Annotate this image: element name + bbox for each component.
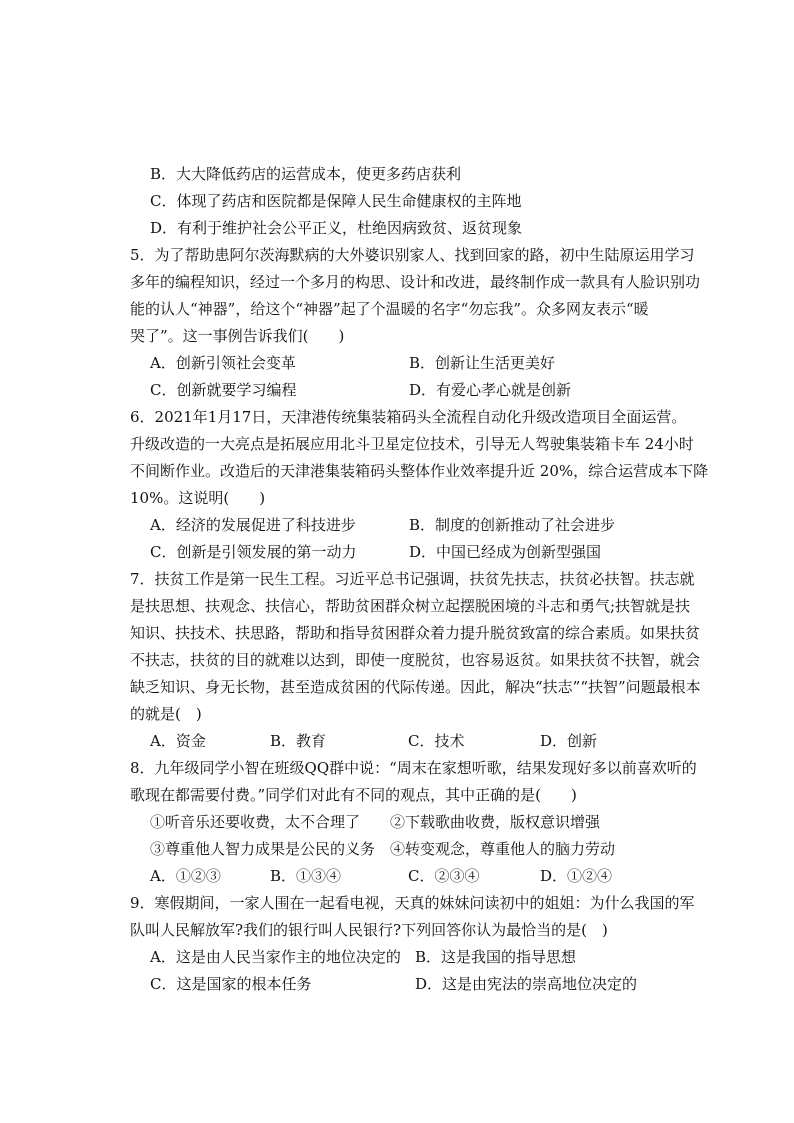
q6-option-c: C．创新是引领发展的第一动力 (150, 543, 357, 561)
q7-option-a: A．资金 (150, 732, 206, 750)
q7-stem-line: 是扶思想、扶观念、扶信心，帮助贫困群众树立起摆脱困境的斗志和勇气;扶智就是扶 (130, 597, 691, 615)
q4-option-b: B．大大降低药店的运营成本，使更多药店获利 (150, 165, 462, 183)
q6-option-a: A．经济的发展促进了科技进步 (150, 516, 356, 534)
q4-option-c: C．体现了药店和医院都是保障人民生命健康权的主阵地 (150, 192, 522, 210)
q5-stem-line: 哭了”。这一事例告诉我们( ) (130, 327, 345, 345)
q7-stem-line: 7．扶贫工作是第一民生工程。习近平总书记强调，扶贫先扶志，扶贫必扶智。扶志就 (130, 570, 695, 588)
q7-stem-line: 知识、扶技术、扶思路，帮助和指导贫困群众着力提升脱贫致富的综合素质。如果扶贫 (130, 624, 701, 642)
q8-item-3: ③尊重他人智力成果是公民的义务 (150, 840, 376, 858)
q5-stem-line: 多年的编程知识，经过一个多月的构思、设计和改进，最终制作成一款具有人脸识别功 (130, 273, 701, 291)
q7-option-c: C．技术 (408, 732, 465, 750)
q8-option-a: A．①②③ (150, 867, 221, 885)
q5-stem-line: 5．为了帮助患阿尔茨海默病的大外婆识别家人、找到回家的路，初中生陆原运用学习 (130, 246, 695, 264)
q8-option-b: B．①③④ (270, 867, 342, 885)
q7-option-d: D．创新 (540, 732, 598, 750)
q6-stem-line: 10%。这说明( ) (130, 489, 266, 507)
q6-stem-line: 升级改造的一大亮点是拓展应用北斗卫星定位技术，引导无人驾驶集装箱卡车 24小时 (130, 435, 694, 453)
q8-item-2: ②下载歌曲收费，版权意识增强 (390, 813, 601, 831)
q5-option-d: D．有爱心孝心就是创新 (409, 381, 572, 399)
q6-option-b: B．制度的创新推动了社会进步 (409, 516, 616, 534)
q6-option-d: D．中国已经成为创新型强国 (409, 543, 602, 561)
q9-option-c: C．这是国家的根本任务 (150, 975, 312, 993)
q4-option-d: D．有利于维护社会公平正义，杜绝因病致贫、返贫现象 (150, 219, 523, 237)
q5-option-b: B．创新让生活更美好 (409, 354, 556, 372)
q6-stem-line: 不间断作业。改造后的天津港集装箱码头整体作业效率提升近 20%，综合运营成本下降 (130, 462, 709, 480)
q9-option-a: A．这是由人民当家作主的地位决定的 (150, 948, 401, 966)
q5-option-c: C．创新就要学习编程 (150, 381, 297, 399)
q8-stem-line: 8．九年级同学小智在班级QQ群中说：“周末在家想听歌，结果发现好多以前喜欢听的 (130, 759, 697, 777)
q9-option-b: B．这是我国的指导思想 (415, 948, 577, 966)
q7-stem-line: 的就是( ) (130, 705, 202, 723)
q9-stem-line: 队叫人民解放军?我们的银行叫人民银行?下列回答你认为最恰当的是( ) (130, 921, 608, 939)
q5-stem-line: 能的认人“神器”，给这个“神器”起了个温暖的名字“勿忘我”。众多网友表示“暖 (130, 300, 649, 318)
q9-stem-line: 9．寒假期间，一家人围在一起看电视，天真的妹妹问读初中的姐姐：为什么我国的军 (130, 894, 695, 912)
q8-option-c: C．②③④ (408, 867, 480, 885)
q8-option-d: D．①②④ (540, 867, 613, 885)
q8-item-1: ①听音乐还要收费，太不合理了 (150, 813, 361, 831)
q7-stem-line: 不扶志，扶贫的目的就难以达到，即使一度脱贫，也容易返贫。如果扶贫不扶智，就会 (130, 651, 701, 669)
q6-stem-line: 6．2021年1月17日，天津港传统集装箱码头全流程自动化升级改造项目全面运营。 (130, 408, 687, 426)
q5-option-a: A．创新引领社会变革 (150, 354, 296, 372)
q8-item-4: ④转变观念，尊重他人的脑力劳动 (390, 840, 616, 858)
q7-stem-line: 缺乏知识、身无长物，甚至造成贫困的代际传递。因此，解决“扶志”“扶智”问题最根本 (130, 678, 701, 696)
q9-option-d: D．这是由宪法的崇高地位决定的 (415, 975, 638, 993)
q8-stem-line: 歌现在都需要付费。”同学们对此有不同的观点，其中正确的是( ) (130, 786, 577, 804)
q7-option-b: B．教育 (270, 732, 327, 750)
